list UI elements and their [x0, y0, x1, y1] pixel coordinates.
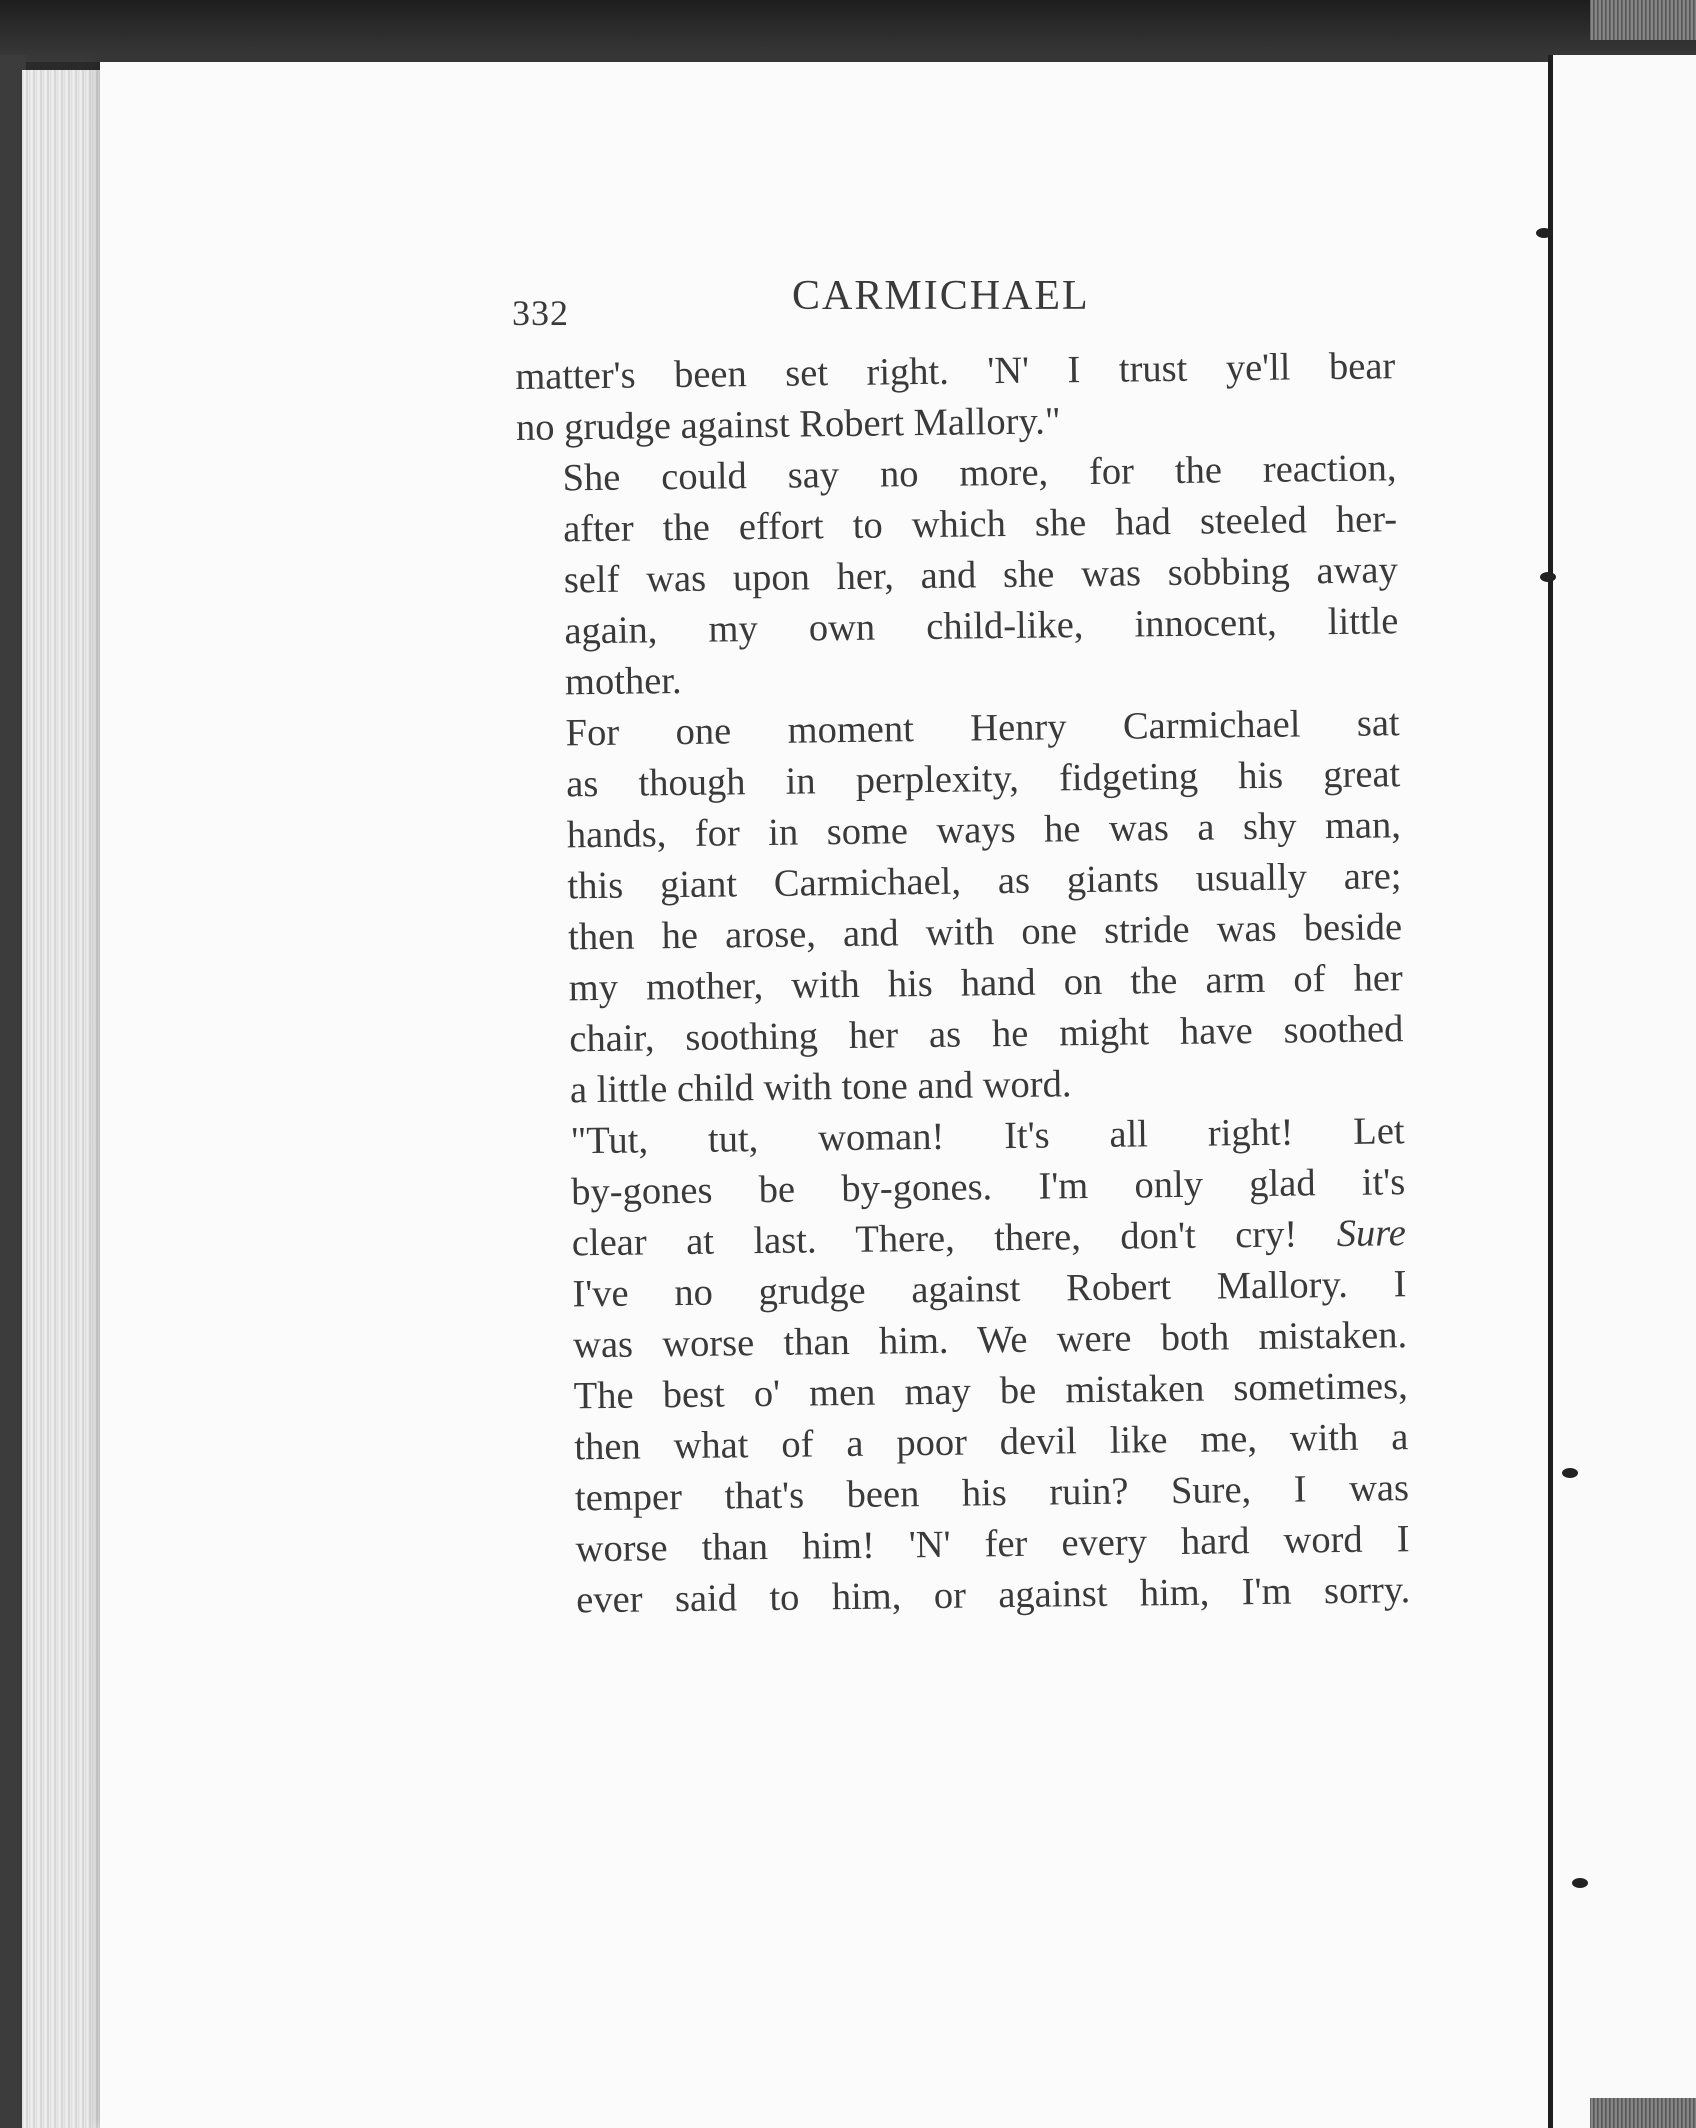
text-line: by-gones be by-gones. I'm only glad it's: [571, 1161, 1406, 1214]
text-line: after the effort to which she had steeled her-: [562, 498, 1398, 551]
emphasis-text: Sure: [1336, 1212, 1407, 1256]
text-line: ever said to him, or against him, I'm sorry.: [575, 1569, 1411, 1622]
text-line: clear at last. There, there, don't cry! Sure: [571, 1212, 1407, 1265]
text-line: then what of a poor devil like me, with a: [574, 1416, 1409, 1469]
binding-stitch: [1562, 1468, 1578, 1478]
scanner-background-top: [0, 0, 1696, 62]
text-line: then he arose, and with one stride was beside: [567, 906, 1403, 959]
text-line: The best o' men may be mistaken sometimes,: [573, 1365, 1408, 1418]
text-line: my mother, with his hand on the arm of her: [568, 957, 1403, 1010]
paragraph: [524, 1106, 1410, 1627]
paragraph: [516, 443, 1399, 709]
text-line: I've no grudge against Robert Mallory. I: [572, 1263, 1407, 1316]
text-line: matter's been set right. 'N' I trust ye'll bear: [515, 345, 1396, 398]
text-line: no grudge against Robert Mallory.": [515, 400, 1061, 449]
text-line: hands, for in some ways he was a shy man,: [566, 804, 1402, 857]
text-line: as though in perplexity, fidgeting his great: [566, 753, 1401, 806]
text-line: this giant Carmichael, as giants usually are;: [567, 855, 1402, 908]
paragraph: [519, 698, 1404, 1117]
binding-stitch: [1572, 1878, 1588, 1888]
text-line: worse than him! 'N' fer every hard word I: [575, 1518, 1410, 1571]
page-number: 332: [512, 293, 569, 333]
book-gutter: [1548, 55, 1696, 2128]
text-line: mother.: [564, 659, 682, 704]
text-line: temper that's been his ruin? Sure, I was: [574, 1467, 1410, 1520]
binding-edge-bottom: [1590, 2098, 1696, 2128]
text-line: "Tut, tut, woman! It's all right! Let: [570, 1110, 1405, 1163]
text-line: again, my own child-like, innocent, little: [564, 600, 1399, 653]
binding-line: [1548, 55, 1553, 2128]
text-line: chair, soothing her as he might have soothed: [569, 1008, 1404, 1061]
text-line: self was upon her, and she was sobbing away: [563, 549, 1398, 602]
text-line: For one moment Henry Carmichael sat: [565, 702, 1400, 755]
text-line: a little child with tone and word.: [569, 1063, 1072, 1112]
binding-edge-top: [1590, 0, 1696, 40]
text-line: was worse than him. We were both mistaken.: [572, 1314, 1408, 1367]
binding-stitch: [1536, 228, 1552, 238]
binding-stitch: [1540, 572, 1556, 582]
body-text: [515, 341, 1411, 1627]
running-title: CARMICHAEL: [792, 273, 1090, 319]
running-head: [512, 262, 1412, 333]
text-line: She could say no more, for the reaction,: [562, 447, 1397, 500]
paragraph: [515, 341, 1396, 454]
